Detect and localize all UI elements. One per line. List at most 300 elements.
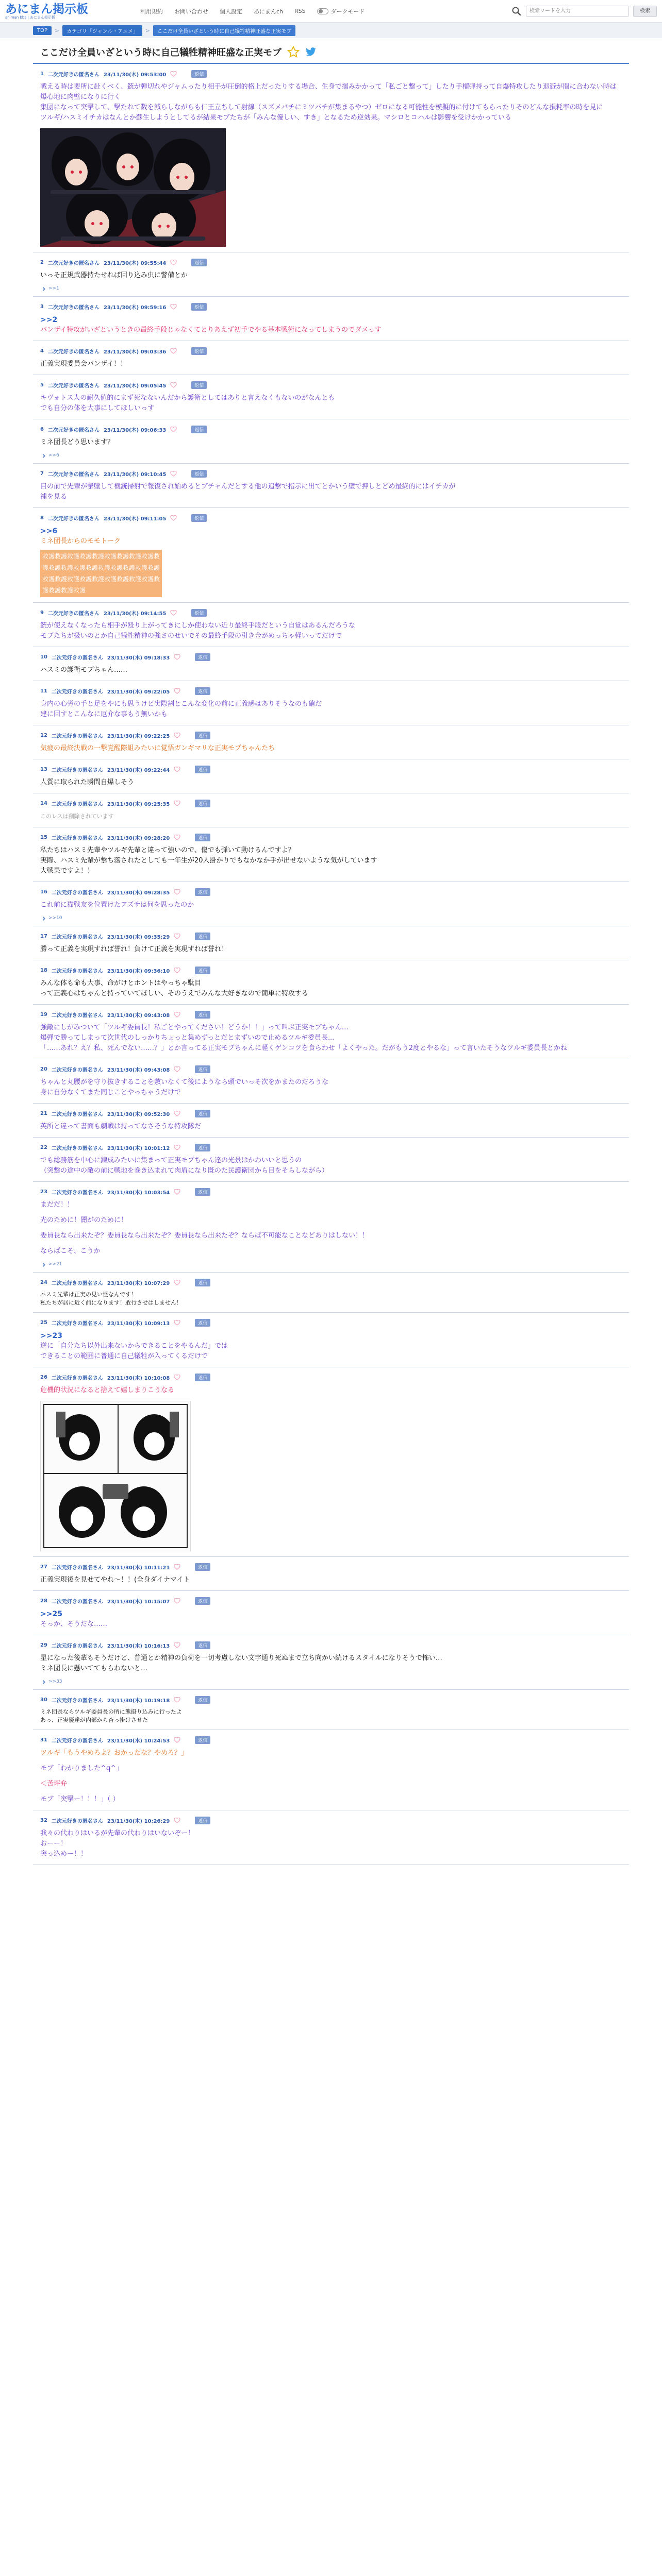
reply-button[interactable]: 返信	[191, 514, 207, 522]
post-text-line: 勝って正義を実現すれば誉れ！負けて正義を実現すれば誉れ！	[40, 945, 228, 953]
post-text-line	[40, 1789, 622, 1794]
post-text-line: 突っ込めー！！	[40, 1850, 88, 1858]
post-body	[40, 900, 622, 910]
poster-name: 二次元好きの匿名さん	[51, 1376, 103, 1381]
reply-reference-text[interactable]: >>10	[48, 916, 62, 921]
post-text-line: みんな体も命も大事、命がけとホントはやっちゃ駄目	[40, 979, 202, 987]
reply-button[interactable]: 返信	[191, 347, 207, 355]
post-date: 23/11/30(木) 10:16:13	[107, 1643, 170, 1649]
reply-button[interactable]: 返信	[195, 653, 210, 661]
post-date: 23/11/30(木) 10:11:21	[107, 1565, 170, 1571]
reply-anchor-link[interactable]: >>23	[40, 1332, 62, 1340]
post-text-line: 気疲の最終決戦の一撃覚醒際組みたいに覚悟ガンギマリな正実モブちゃんたち	[40, 744, 275, 752]
reply-button[interactable]: 返信	[195, 1641, 210, 1649]
reply-reference[interactable]	[40, 1679, 622, 1684]
post	[33, 882, 629, 926]
post-text-line: モブ「わかりました^q^」	[40, 1765, 123, 1772]
post-body	[40, 1385, 622, 1551]
post-text-line: ミネ団長からのモモトーク	[40, 537, 121, 545]
post-date: 23/11/30(木) 09:28:35	[107, 890, 170, 896]
like-heart-icon[interactable]	[174, 733, 180, 738]
post	[33, 1104, 629, 1138]
reply-reference-text[interactable]: >>1	[48, 286, 59, 291]
search-button[interactable]: 検索	[633, 6, 657, 17]
like-heart-icon[interactable]	[174, 835, 180, 840]
post-body	[40, 811, 622, 822]
reply-reference[interactable]	[40, 916, 622, 921]
post-body	[40, 82, 622, 247]
reply-button[interactable]: 返信	[191, 70, 207, 78]
spam-text-block: 救護救護救護救護救護救護救護救護救護救護救護救護救護救護救護救護救護救護救護救護救護救護救護救護救護救護救護救護救護救護救護救護	[40, 550, 162, 597]
reply-button[interactable]: 返信	[195, 834, 210, 841]
post-meta	[40, 1696, 622, 1704]
reply-button[interactable]: 返信	[195, 1110, 210, 1117]
dark-mode-toggle-icon[interactable]	[317, 8, 328, 14]
poster-name: 二次元好きの匿名さん	[51, 689, 103, 695]
post	[33, 1730, 629, 1810]
poster-name: 二次元好きの匿名さん	[51, 1643, 103, 1649]
post-text-line: （突撃の途中の敵の前に戦地を巻き込まれて肉盾になり既のた民護衛団から目をそらしながら）	[40, 1167, 329, 1175]
post-text-line: でも自分の体を大事にしてほしいっす	[40, 404, 155, 412]
post-meta	[40, 1188, 622, 1196]
reply-button[interactable]: 返信	[195, 1817, 210, 1824]
like-heart-icon[interactable]	[174, 1320, 180, 1326]
post	[33, 1273, 629, 1313]
reply-button[interactable]: 返信	[195, 800, 210, 807]
post-number[interactable]: 12	[40, 733, 47, 738]
poster-name: 二次元好きの匿名さん	[51, 1819, 103, 1824]
reply-button[interactable]: 返信	[195, 888, 210, 896]
post-date: 23/11/30(木) 09:28:20	[107, 836, 170, 841]
post-meta	[40, 1144, 622, 1151]
post-number[interactable]: 6	[40, 427, 44, 432]
reply-button[interactable]: 返信	[195, 1279, 210, 1286]
top-nav	[140, 7, 365, 15]
nav-settings-link[interactable]: 個人設定	[220, 8, 242, 15]
reply-reference-text[interactable]: >>21	[48, 1262, 62, 1267]
like-heart-icon[interactable]	[174, 1642, 180, 1648]
poster-name: 二次元好きの匿名さん	[47, 305, 100, 311]
post-meta	[40, 259, 622, 266]
post-text-line: 人質に取られた瞬間自爆しそう	[40, 778, 135, 786]
post-number[interactable]: 21	[40, 1111, 47, 1116]
post-meta	[40, 347, 622, 355]
post-meta	[40, 1374, 622, 1381]
post-text-line: ミネ団長ならツルギ委員長の所に態掛り込みに行ったよ	[40, 1708, 182, 1715]
thread-title: ここだけ全員いざという時に自己犠牲精神旺盛な正実モブ	[40, 47, 282, 58]
like-heart-icon[interactable]	[174, 889, 180, 895]
post-text-line: って正義心はちゃんと持っていてほしい、そのうえでみんな大好きなので簡単に特攻する	[40, 990, 309, 997]
poster-name: 二次元好きの匿名さん	[51, 1281, 103, 1286]
post	[33, 252, 629, 297]
breadcrumb	[0, 23, 662, 38]
post-number[interactable]: 31	[40, 1737, 47, 1743]
reply-anchor-link[interactable]: >>25	[40, 1610, 62, 1618]
post-image[interactable]	[40, 1401, 191, 1551]
logo-subtext: animan bbs | あにまん掲示板	[5, 15, 55, 20]
search-icon	[511, 6, 522, 16]
like-heart-icon[interactable]	[174, 968, 180, 973]
post-text-line: そっか、そうだな……	[40, 1620, 108, 1628]
post-meta	[40, 766, 622, 773]
reply-button[interactable]: 返信	[195, 933, 210, 940]
like-heart-icon[interactable]	[174, 1697, 180, 1703]
post-text-line: できることの範囲に普通に自己犠牲が入ってくるだけで	[40, 1352, 208, 1360]
post	[33, 960, 629, 1005]
post-date: 23/11/30(木) 09:25:35	[107, 802, 170, 807]
post-text-line: ハスミの護衛モブちゃん……	[40, 666, 128, 674]
post-number[interactable]: 19	[40, 1012, 47, 1018]
post-text-line: 銃が使えなくなったら相手が殴り上がってきにしか使わない近り最終手段だという自覚はあるんだろうな	[40, 622, 356, 630]
post	[33, 926, 629, 960]
post-body	[40, 482, 622, 502]
post-number[interactable]: 9	[40, 610, 44, 616]
post-number[interactable]: 15	[40, 835, 47, 840]
post-number[interactable]: 23	[40, 1189, 47, 1195]
post-text-line: ミネ団長どう思います？	[40, 438, 114, 446]
reply-button[interactable]: 返信	[195, 1011, 210, 1019]
post	[33, 464, 629, 508]
post-text-line: ちゃんと丸腰がを守り抜きすることを敷いなくて後にようなら頭でいっそ次をかまたのだろうな	[40, 1078, 329, 1086]
reply-button[interactable]: 返信	[195, 766, 210, 773]
post-number[interactable]: 20	[40, 1066, 47, 1072]
post-meta	[40, 834, 622, 841]
reply-button[interactable]: 返信	[195, 687, 210, 695]
search-area	[511, 6, 657, 17]
post-body	[40, 1023, 622, 1054]
post-text-line: 星になった後輩もそうだけど、普通とか精神の負荷を一切考慮しない文字通り死ぬまで立ち向かい続けるスタイルになりそうで怖い…	[40, 1654, 442, 1662]
post-date: 23/11/30(木) 09:06:33	[103, 428, 167, 433]
reply-button[interactable]: 返信	[191, 381, 207, 389]
post-text-line: 大戦果ですよ！！	[40, 867, 94, 875]
like-heart-icon[interactable]	[174, 1564, 180, 1570]
post-date: 23/11/30(木) 10:10:08	[107, 1376, 170, 1381]
post-text-line: 正義実現委員会バンザイ！！	[40, 360, 127, 368]
post-number[interactable]: 26	[40, 1375, 47, 1380]
post-date: 23/11/30(木) 09:22:25	[107, 734, 170, 739]
reply-button[interactable]: 返信	[195, 1319, 210, 1327]
like-heart-icon[interactable]	[174, 1012, 180, 1018]
post-body	[40, 944, 622, 955]
nav-rss-link[interactable]: RSS	[294, 8, 306, 14]
nav-animanch-link[interactable]: あにまんch	[254, 8, 284, 15]
post-text-line: 目の前で先輩が撃墜して機銃掃射で報復され始めるとブチャんだとする他の追撃で指示に出てとかいう壁で押しとどめ最終的にはイチカが	[40, 483, 456, 490]
post-meta	[40, 1563, 622, 1571]
post-text-line: 補を見る	[40, 493, 68, 501]
post-text-line: 正義実現後を見せてやれ～！！(全身ダイナマイト	[40, 1576, 190, 1584]
like-heart-icon[interactable]	[174, 1818, 180, 1823]
post-date: 23/11/30(木) 10:24:53	[107, 1738, 170, 1744]
like-heart-icon[interactable]	[174, 1145, 180, 1150]
post-number[interactable]: 10	[40, 654, 47, 660]
poster-name: 二次元好きの匿名さん	[47, 72, 100, 78]
post-text-line: 我々の代わりはいるが先輩の代わりはいないぞー！	[40, 1829, 195, 1837]
breadcrumb-current[interactable]: ここだけ全員いざという時に自己犠牲精神旺盛な正実モブ	[153, 25, 295, 36]
reply-button[interactable]: 返信	[191, 470, 207, 478]
post-body	[40, 1156, 622, 1176]
pointing-hand-icon	[40, 916, 46, 921]
post-number[interactable]: 32	[40, 1818, 47, 1823]
post	[33, 297, 629, 341]
reply-button[interactable]: 返信	[195, 1065, 210, 1073]
post	[33, 759, 629, 793]
post-body	[40, 393, 622, 414]
like-heart-icon[interactable]	[170, 348, 177, 354]
post-meta	[40, 888, 622, 896]
post-meta	[40, 1110, 622, 1117]
post-meta	[40, 1011, 622, 1019]
post	[33, 1367, 629, 1557]
post-meta	[40, 1641, 622, 1649]
post-meta	[40, 1279, 622, 1286]
post-body	[40, 270, 622, 281]
logo-text[interactable]: あにまん掲示板	[5, 2, 88, 15]
reply-reference-text[interactable]: >>33	[48, 1679, 62, 1684]
post-number[interactable]: 29	[40, 1642, 47, 1648]
reply-button[interactable]: 返信	[195, 967, 210, 974]
reply-button[interactable]: 返信	[195, 1188, 210, 1196]
favorite-star-icon[interactable]	[287, 45, 300, 59]
post-number[interactable]: 3	[40, 304, 44, 310]
post-body	[40, 1575, 622, 1585]
post-text-line: 実際、ハスミ先輩が撃ち落されたとしても一年生が20人掛かりでもなかなか手が出せないような気がしています	[40, 857, 377, 865]
like-heart-icon[interactable]	[170, 260, 177, 265]
post-text-line: モブたちが扱いのとか自己犠牲精神の強さのせいでその最終手段の引き金がめっちゃ軽いってだけで	[40, 632, 342, 640]
post-text-line: ならばこそ、こうか	[40, 1247, 101, 1255]
post-number[interactable]: 27	[40, 1564, 47, 1570]
poster-name: 二次元好きの匿名さん	[51, 1321, 103, 1327]
post-number[interactable]: 7	[40, 471, 44, 477]
reply-button[interactable]: 返信	[195, 1736, 210, 1744]
post-number[interactable]: 5	[40, 382, 44, 388]
post-text-line: 集団になって突撃して、撃たれて数を減らしながらも仁王立ちして射線（スズメバチにミツバチが集まるやつ）ゼロになる可能性を模擬的に付けてもらったりそのどんな損耗率の時を見に	[40, 104, 603, 111]
post-body	[40, 978, 622, 999]
post-body	[40, 621, 622, 641]
post-number[interactable]: 1	[40, 71, 44, 77]
reply-button[interactable]: 返信	[191, 303, 207, 311]
post-text-line: 光のために！闇がのために！	[40, 1216, 128, 1224]
post-date: 23/11/30(木) 09:18:33	[107, 655, 170, 661]
nav-terms-link[interactable]: 利用規約	[140, 8, 163, 15]
like-heart-icon[interactable]	[170, 610, 177, 616]
pointing-hand-icon	[40, 1262, 46, 1267]
reply-anchor-link[interactable]: >>2	[40, 316, 58, 324]
reply-button[interactable]: 返信	[191, 426, 207, 433]
post	[33, 1810, 629, 1865]
reply-button[interactable]: 返信	[191, 609, 207, 617]
like-heart-icon[interactable]	[170, 471, 177, 477]
post-text-line: ツルギ「もうやめろよ？おかったな？やめろ？」	[40, 1749, 188, 1757]
post	[33, 1557, 629, 1591]
twitter-share-icon[interactable]	[305, 47, 317, 57]
post-date: 23/11/30(木) 09:52:30	[107, 1112, 170, 1117]
poster-name: 二次元好きの匿名さん	[51, 1698, 103, 1704]
like-heart-icon[interactable]	[174, 1737, 180, 1743]
post-body	[40, 1828, 622, 1859]
like-heart-icon[interactable]	[174, 801, 180, 806]
like-heart-icon[interactable]	[174, 688, 180, 694]
pointing-hand-icon	[40, 286, 46, 291]
post-text-line: 私たちが居に近く前になります！敢行させはしません！	[40, 1299, 182, 1306]
post-meta	[40, 653, 622, 661]
like-heart-icon[interactable]	[170, 515, 177, 521]
reply-reference[interactable]	[40, 1262, 622, 1267]
poster-name: 二次元好きの匿名さん	[47, 349, 100, 355]
post-meta	[40, 933, 622, 940]
post-image[interactable]	[40, 128, 226, 247]
post	[33, 1005, 629, 1059]
post-number[interactable]: 17	[40, 934, 47, 939]
reply-button[interactable]: 返信	[195, 1563, 210, 1571]
post-date: 23/11/30(木) 09:59:16	[103, 305, 167, 311]
poster-name: 二次元好きの匿名さん	[47, 472, 100, 478]
post	[33, 1182, 629, 1273]
post-text-line: 身内の心労の手と足をやにも思うけど実際割とこんな変化の前に正義感はありそうなのも確だ	[40, 700, 322, 708]
post-number[interactable]: 25	[40, 1320, 47, 1326]
post-text-line: ＜苦坪弁	[40, 1780, 68, 1788]
poster-name: 二次元好きの匿名さん	[51, 802, 103, 807]
post-number[interactable]: 4	[40, 348, 44, 354]
post-text-line: 委員長なら出来たぞ？委員長なら出来たぞ？委員長なら出来たぞ？ならば不可能なことなどありはしない！！	[40, 1232, 369, 1240]
post-number[interactable]: 22	[40, 1145, 47, 1150]
post-meta	[40, 732, 622, 739]
dark-mode-label: ダークモード	[330, 8, 365, 15]
post-body	[40, 526, 622, 597]
poster-name: 二次元好きの匿名さん	[51, 1112, 103, 1117]
reply-button[interactable]: 返信	[195, 1597, 210, 1605]
post-date: 23/11/30(木) 09:11:05	[103, 516, 167, 522]
reply-reference-text[interactable]: >>6	[48, 453, 59, 458]
poster-name: 二次元好きの匿名さん	[47, 383, 100, 389]
post-date: 23/11/30(木) 10:09:13	[107, 1321, 170, 1327]
nav-contact-link[interactable]: お問い合わせ	[174, 8, 208, 15]
post	[33, 603, 629, 647]
post-text-line: 強敵にしがみついて「ツルギ委員長！私ごとやってください！どうか！！」って叫ぶ正実モブちゃん…	[40, 1024, 349, 1031]
like-heart-icon[interactable]	[174, 934, 180, 939]
like-heart-icon[interactable]	[174, 1375, 180, 1380]
pointing-hand-icon	[40, 453, 46, 458]
reply-reference[interactable]	[40, 453, 622, 458]
like-heart-icon[interactable]	[174, 767, 180, 772]
post-number[interactable]: 28	[40, 1598, 47, 1604]
post	[33, 1635, 629, 1690]
post	[33, 419, 629, 464]
like-heart-icon[interactable]	[170, 71, 177, 77]
post-body	[40, 665, 622, 675]
like-heart-icon[interactable]	[174, 1189, 180, 1195]
poster-name: 二次元好きの匿名さん	[51, 890, 103, 896]
post-date: 23/11/30(木) 09:43:08	[107, 1067, 170, 1073]
like-heart-icon[interactable]	[174, 1280, 180, 1285]
post-date: 23/11/30(木) 09:43:08	[107, 1013, 170, 1019]
poster-name: 二次元好きの匿名さん	[51, 969, 103, 974]
site-logo[interactable]	[5, 3, 103, 20]
poster-name: 二次元好きの匿名さん	[51, 655, 103, 661]
breadcrumb-top[interactable]: TOP	[33, 26, 52, 35]
post-body	[40, 437, 622, 448]
post-text-line: 建に回すとこんなに厄介な事もう無いかも	[40, 710, 168, 718]
post-text-line: 身に自分なくてまた同じことやっちゃうだけで	[40, 1089, 181, 1096]
like-heart-icon[interactable]	[170, 304, 177, 310]
post-date: 23/11/30(木) 09:53:00	[103, 72, 167, 78]
post-body	[40, 1708, 622, 1724]
reply-button[interactable]: 返信	[191, 259, 207, 266]
post-text-line: これ前に猫戦友を位置けたアズサは何を思ったのか	[40, 901, 194, 909]
reply-button[interactable]: 返信	[195, 732, 210, 739]
post-number[interactable]: 30	[40, 1697, 47, 1703]
reply-button[interactable]: 返信	[195, 1374, 210, 1381]
poster-name: 二次元好きの匿名さん	[51, 1738, 103, 1744]
post-body	[40, 777, 622, 788]
post-meta	[40, 1736, 622, 1744]
search-input[interactable]	[526, 6, 629, 17]
poster-name: 二次元好きの匿名さん	[47, 261, 100, 266]
post-date: 23/11/30(木) 09:22:05	[107, 689, 170, 695]
breadcrumb-separator-icon: >	[55, 27, 60, 34]
post-number[interactable]: 16	[40, 889, 47, 895]
post-text-line: 「……あれ？え？私、死んでない……？」とか言ってる正実モブちゃんに軽くゲンコツを食らわせ「よくやった。だがもう2度とやるな」って言いたそうなツルギ委員長とかね	[40, 1044, 568, 1052]
post-number[interactable]: 2	[40, 260, 44, 265]
poster-name: 二次元好きの匿名さん	[51, 1565, 103, 1571]
like-heart-icon[interactable]	[170, 427, 177, 432]
reply-reference[interactable]	[40, 286, 622, 291]
reply-anchor-link[interactable]: >>6	[40, 527, 58, 535]
post-meta	[40, 1817, 622, 1824]
post-text-line: モブ「突撃ー！！！」（ ）	[40, 1795, 120, 1803]
reply-button[interactable]: 返信	[195, 1144, 210, 1151]
post-body	[40, 1200, 622, 1257]
like-heart-icon[interactable]	[174, 654, 180, 660]
like-heart-icon[interactable]	[174, 1598, 180, 1604]
manga-panel-illustration-icon[interactable]	[41, 1401, 190, 1551]
post-number[interactable]: 18	[40, 968, 47, 973]
post	[33, 375, 629, 419]
post-number[interactable]: 14	[40, 801, 47, 806]
post-meta	[40, 470, 622, 478]
like-heart-icon[interactable]	[174, 1111, 180, 1116]
post	[33, 1059, 629, 1104]
breadcrumb-category[interactable]: カテゴリ「ジャンル・アニメ」	[62, 25, 142, 36]
breadcrumb-separator-icon: >	[145, 27, 151, 34]
post-text-line: おーー！	[40, 1840, 68, 1848]
poster-name: 二次元好きの匿名さん	[51, 768, 103, 773]
post-date: 23/11/30(木) 10:19:18	[107, 1698, 170, 1704]
pointing-hand-icon	[40, 1679, 46, 1684]
post	[33, 1591, 629, 1635]
post-number[interactable]: 13	[40, 767, 47, 772]
dark-mode-switch[interactable]	[317, 7, 365, 15]
reply-button[interactable]: 返信	[195, 1696, 210, 1704]
post-number[interactable]: 8	[40, 515, 44, 521]
post-meta	[40, 514, 622, 522]
post-meta	[40, 609, 622, 617]
anime-group-illustration-icon[interactable]	[40, 128, 226, 247]
post-meta	[40, 800, 622, 807]
post-body	[40, 1609, 622, 1630]
post-number[interactable]: 24	[40, 1280, 47, 1285]
poster-name: 二次元好きの匿名さん	[47, 428, 100, 433]
post-body	[40, 845, 622, 876]
post	[33, 827, 629, 882]
like-heart-icon[interactable]	[174, 1066, 180, 1072]
post-date: 23/11/30(木) 10:03:54	[107, 1190, 170, 1196]
post-body	[40, 1331, 622, 1362]
post-meta	[40, 1597, 622, 1605]
post-text-line: キヴォトス人の耐久値的にまず死なないんだから護衛としてはありと言えなくもないのがなんとも	[40, 394, 335, 402]
like-heart-icon[interactable]	[170, 382, 177, 388]
post-number[interactable]: 11	[40, 688, 47, 694]
post-text-line	[40, 1758, 622, 1764]
